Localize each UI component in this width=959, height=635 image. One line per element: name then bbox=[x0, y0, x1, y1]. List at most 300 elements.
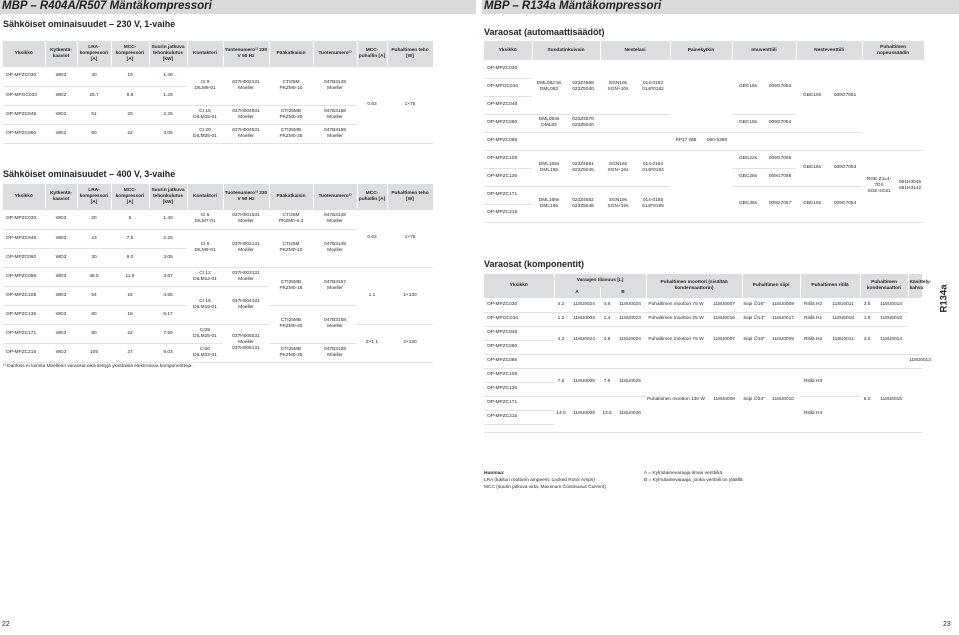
table-cell bbox=[636, 186, 670, 222]
table-cell bbox=[269, 210, 313, 229]
table-cell: WD3 bbox=[45, 343, 77, 362]
cell-line: 014-0184 bbox=[642, 162, 664, 168]
table-cell: 1×75 bbox=[387, 210, 433, 267]
table-cell: 009G7051 bbox=[828, 60, 862, 132]
table-cell: 13.6 bbox=[600, 396, 614, 432]
table-cell bbox=[223, 267, 269, 286]
table-cell: 009G7053 bbox=[828, 150, 862, 186]
table-cell: 80 bbox=[77, 305, 111, 324]
table-cell bbox=[187, 124, 223, 143]
table-cell: OP-MPZC060 bbox=[3, 248, 45, 267]
table-cell bbox=[313, 267, 357, 305]
table-cell: 23 bbox=[77, 229, 111, 248]
cell-line: Moeller bbox=[327, 352, 343, 358]
page-number-left: 22 bbox=[2, 621, 10, 628]
cell-line: PKZM0-20 bbox=[279, 324, 303, 329]
table-cell: 118U0023 bbox=[614, 312, 646, 326]
t1-heading: Sähköiset ominaisuudet – 230 V, 1-vaihe bbox=[3, 19, 176, 29]
cell-line: Moeller bbox=[238, 276, 254, 282]
cell-line: DILM15-01 bbox=[193, 305, 217, 310]
col-header: Pääkatkaisin bbox=[269, 41, 313, 67]
cell-line: CTI25MB bbox=[280, 346, 302, 352]
table-cell bbox=[896, 60, 924, 150]
table-cell bbox=[484, 424, 554, 432]
table-cell: OP-MPZC030 bbox=[484, 298, 554, 312]
table-cell: Ritilä H1 bbox=[800, 312, 826, 326]
cell-line: 037H005531 bbox=[232, 334, 260, 340]
table-cell: 118U0018 bbox=[826, 312, 860, 326]
cell-line: CI 9 bbox=[200, 79, 210, 85]
col-header: Yksikkö bbox=[3, 41, 45, 67]
table-cell bbox=[532, 150, 566, 186]
cell-line: DILM9-01 bbox=[194, 248, 216, 253]
table-cell: 4.2 bbox=[554, 298, 568, 312]
table-cell: 009G7056 bbox=[764, 168, 796, 186]
table-cell: Siipi ∅24" bbox=[742, 368, 766, 432]
cell-line: DILM7-01 bbox=[194, 219, 216, 225]
note-lra: LRA (lukitun roottorin ampeerit, Locked Rotor Amps) bbox=[484, 478, 595, 483]
cell-line: PKZM0-10 bbox=[279, 85, 303, 91]
table-cell bbox=[313, 210, 357, 229]
cell-line: 037H002131 bbox=[232, 242, 260, 248]
cell-line: Moeller bbox=[327, 286, 343, 291]
cell-line: DML083 bbox=[539, 86, 559, 92]
table-cell bbox=[600, 150, 636, 186]
cell-line: DML165s bbox=[538, 162, 560, 168]
table-cell: OP-MPZC086 bbox=[3, 267, 45, 286]
table-cell: 118U0014 bbox=[874, 326, 908, 354]
col-header: LRA-kompressori [A] bbox=[77, 41, 111, 67]
table-header-cell: Imuventtiili bbox=[732, 41, 796, 60]
table-row bbox=[484, 274, 922, 287]
col-header: Puhaltimen teho [W] bbox=[387, 41, 433, 67]
table-cell bbox=[532, 114, 566, 132]
table-cell: 2.25 bbox=[149, 105, 187, 124]
cell-line: CTI25M bbox=[282, 242, 300, 248]
cell-line: Moeller bbox=[238, 219, 254, 225]
table-cell: GBC28s bbox=[732, 168, 764, 186]
table-header-cell: B bbox=[600, 287, 646, 298]
cell-line: SGN+10s bbox=[607, 86, 629, 92]
cell-line: DML83 bbox=[541, 123, 557, 128]
table-cell: OP-MPZC048 bbox=[484, 96, 532, 114]
table-cell: 2×130 bbox=[387, 324, 433, 362]
cell-line: Moeller bbox=[327, 133, 343, 139]
table-cell: 118U0024 bbox=[614, 298, 646, 312]
cell-line: CTI25MB bbox=[280, 280, 302, 286]
cell-line: Moeller bbox=[327, 85, 343, 91]
table-cell bbox=[862, 150, 896, 222]
table-header-cell: Kontaktori bbox=[187, 184, 223, 210]
table-header-cell: Tuotenumero¹⁾ 230 V 50 Hz bbox=[223, 184, 269, 210]
table-row bbox=[3, 324, 433, 343]
col-header: Kytkentä-kaaviot bbox=[45, 41, 77, 67]
notes-heading: Huomaa: bbox=[484, 471, 505, 476]
col-header: Kontaktori bbox=[187, 41, 223, 67]
table-cell bbox=[187, 229, 223, 267]
table-cell: 4.6 bbox=[600, 326, 614, 354]
table-row bbox=[3, 41, 433, 67]
table-cell bbox=[269, 124, 313, 143]
cell-line: 047B3149 bbox=[324, 79, 346, 85]
table-header-cell: Puhaltimen nopeussäädin bbox=[862, 41, 924, 60]
cell-line: CTI25MB bbox=[280, 318, 302, 324]
table-cell: OP-MPZC086 bbox=[484, 132, 532, 150]
table-cell: GBC10s bbox=[796, 60, 828, 132]
table-header-cell: Suodatinkuivain bbox=[532, 41, 600, 60]
table-cell: 060-5396 bbox=[702, 132, 732, 150]
table-header-cell: MCC-puhallin [A] bbox=[357, 184, 387, 210]
table-cell: 2.25 bbox=[149, 229, 187, 248]
table-cell: 118U0009 bbox=[766, 298, 800, 312]
table-row bbox=[3, 267, 433, 286]
table-row bbox=[484, 326, 922, 340]
table-cell: 25.7 bbox=[77, 86, 111, 105]
table-cell: 3.5 bbox=[860, 298, 874, 312]
t4-heading: Varaosat (komponentit) bbox=[484, 259, 585, 269]
table-cell bbox=[313, 124, 357, 143]
cell-line: 037H005131 bbox=[232, 345, 260, 351]
table-row bbox=[484, 312, 922, 326]
table-cell: 4.65 bbox=[149, 286, 187, 305]
cell-line: CTI25MB bbox=[280, 108, 302, 114]
table-cell: WD2 bbox=[45, 105, 77, 124]
table-cell bbox=[670, 60, 702, 132]
cell-line: Moeller bbox=[327, 114, 343, 120]
table-cell: 1.40 bbox=[149, 210, 187, 229]
table-cell: WD3 bbox=[45, 305, 77, 324]
cell-line: 061H3045 bbox=[899, 180, 922, 186]
cell-line: SGN10s bbox=[608, 80, 628, 86]
table-header-cell: Pääkatkaisin bbox=[269, 184, 313, 210]
footnote: ¹⁾ Danfoss ei toimita Moellerin varaosia eikä tiettyjä yksittäisiä elektronisia komponentteja. bbox=[3, 364, 193, 369]
table-cell: 118U0003 bbox=[568, 312, 600, 326]
cell-line: XGE-4C81 bbox=[867, 188, 891, 194]
table-cell bbox=[269, 105, 313, 124]
cell-line: CI 6 bbox=[200, 213, 210, 219]
table-cell: 118U0011 bbox=[826, 298, 860, 312]
table-cell: OP-MPZC030 bbox=[484, 60, 532, 78]
table-row bbox=[3, 210, 433, 229]
table-cell: 118U0024 bbox=[568, 326, 600, 354]
table-cell: 3.5 bbox=[860, 326, 874, 354]
table-cell: GBC35s bbox=[732, 186, 764, 222]
table-cell: WD2 bbox=[45, 67, 77, 86]
table-cell: 1.8 bbox=[860, 312, 874, 326]
table-cell: 7.50 bbox=[149, 324, 187, 343]
table-cell bbox=[896, 150, 924, 222]
cell-line: DML166 bbox=[539, 204, 559, 209]
t3-heading: Varaosat (automaattisäädöt) bbox=[484, 27, 605, 37]
table-cell: Siipi ∅16" bbox=[742, 298, 766, 312]
table-cell: Puhaltimen moottori 75 W bbox=[646, 298, 706, 312]
table-cell: GBC16s bbox=[796, 150, 828, 186]
table-header-cell: Yksikkö bbox=[484, 274, 554, 298]
cell-line: SGN16s bbox=[608, 162, 628, 168]
table-cell: WD3 bbox=[45, 267, 77, 286]
table-cell: 20 bbox=[111, 105, 149, 124]
table-cell: 6.8 bbox=[111, 86, 149, 105]
table-header-cell: Suurin jatkuva tehonkulutus [kW] bbox=[149, 184, 187, 210]
cell-line: SGN19s bbox=[608, 198, 628, 204]
table-cell: GBC18s bbox=[796, 186, 828, 222]
table-cell: OP-MPGC034 bbox=[484, 78, 532, 96]
table-cell: WD2 bbox=[45, 86, 77, 105]
table-cell: 20 bbox=[77, 210, 111, 229]
table-cell: OP-MPZC215 bbox=[484, 410, 554, 424]
table-cell bbox=[223, 124, 269, 143]
col-header: Tuntenumero¹⁾ 230 V 50 Hz bbox=[223, 41, 269, 67]
table-cell: 5 bbox=[111, 210, 149, 229]
table-cell: OP-MPZC060 bbox=[3, 124, 45, 143]
cell-line: DILM25-01 bbox=[193, 133, 217, 139]
table-cell: 118U0025 bbox=[614, 368, 646, 396]
cell-line: CI 15 bbox=[199, 108, 211, 114]
table-cell bbox=[187, 286, 223, 324]
cell-line: 037H004131 bbox=[232, 299, 260, 305]
table-cell bbox=[826, 368, 860, 396]
table-cell bbox=[600, 60, 636, 114]
table-cell: Siipi ∅16" bbox=[742, 326, 766, 354]
table-cell bbox=[269, 229, 313, 267]
cell-line: 023Z5046 bbox=[572, 204, 594, 209]
table-cell: GBC22s bbox=[732, 150, 764, 168]
table-cell bbox=[532, 186, 566, 222]
table-cell bbox=[636, 150, 670, 186]
table-cell: 7.6 bbox=[600, 368, 614, 396]
table-cell: 19 bbox=[111, 305, 149, 324]
table-cell: 009G7057 bbox=[764, 186, 796, 222]
cell-line: SGN+16s bbox=[607, 168, 629, 173]
table-cell: OP-MPGC034 bbox=[484, 312, 554, 326]
table-cell bbox=[566, 60, 600, 114]
cell-line: 023Z5040 bbox=[572, 86, 594, 92]
cell-line: 023Z4568 bbox=[572, 80, 594, 86]
table-row bbox=[484, 132, 924, 150]
table-cell: 1.1 bbox=[357, 267, 387, 324]
table-cell: OP-MPZC171 bbox=[484, 396, 554, 410]
table-cell bbox=[313, 305, 357, 343]
table-cell bbox=[269, 267, 313, 305]
table-cell bbox=[702, 60, 732, 132]
cell-line: 047B3157 bbox=[324, 280, 346, 286]
table-cell: 118U0026 bbox=[614, 396, 646, 432]
cell-line: 014-0185 bbox=[642, 198, 664, 204]
table-cell: 10 bbox=[111, 67, 149, 86]
table-cell: 11.5 bbox=[111, 267, 149, 286]
table-cell: OP-MPZC215 bbox=[3, 343, 45, 362]
right-page-title: MBP – R134a Mäntäkompressori bbox=[484, 0, 662, 12]
table-cell: 51 bbox=[77, 105, 111, 124]
table-header-cell: Yksikkö bbox=[484, 41, 532, 60]
cell-line: 047B3158 bbox=[324, 108, 346, 114]
table-cell: 118U0017 bbox=[766, 312, 800, 326]
cell-line: 047B3158 bbox=[324, 318, 346, 324]
cell-line: DML165 bbox=[539, 168, 559, 173]
cell-line: Moeller bbox=[238, 114, 254, 120]
table-cell bbox=[223, 67, 269, 105]
table-cell: 9.03 bbox=[149, 343, 187, 362]
note-a: A = Kylmäainevaraaja ilman venttiiliä bbox=[644, 471, 722, 476]
table-cell: 118U0019 bbox=[874, 312, 908, 326]
table-cell bbox=[566, 150, 600, 186]
cell-line: CTI25M bbox=[282, 79, 300, 85]
cell-line: DILM15-01 bbox=[193, 114, 217, 120]
table-cell: OP-MPZC048 bbox=[3, 229, 45, 248]
cell-line: Moeller bbox=[238, 305, 254, 310]
table-cell: 9.0 bbox=[111, 248, 149, 267]
table-cell: 4.6 bbox=[600, 298, 614, 312]
table-cell: Ritilä H3 bbox=[800, 368, 826, 396]
cell-line: DML082.5s bbox=[536, 80, 562, 86]
table-cell: 0.63 bbox=[357, 67, 387, 143]
cell-line: 023Z4582 bbox=[572, 198, 594, 204]
table-cell: WD3 bbox=[45, 210, 77, 229]
cell-line: 037H004531 bbox=[232, 127, 260, 133]
table-cell: Puhaltimen moottori 130 W bbox=[646, 368, 706, 432]
table-cell: 60 bbox=[77, 124, 111, 143]
table-cell: OP-MPZC030 bbox=[3, 210, 45, 229]
table-row bbox=[484, 60, 924, 78]
table-automation-parts bbox=[484, 41, 925, 223]
cell-line: PKZM0-25 bbox=[279, 133, 303, 139]
table-cell: 118U0010 bbox=[766, 368, 800, 432]
table-cell: 6.0 bbox=[860, 368, 874, 432]
t2-heading: Sähköiset ominaisuudet – 400 V, 3-vaihe bbox=[3, 169, 176, 179]
table-cell bbox=[566, 114, 600, 132]
table-row bbox=[484, 41, 924, 60]
table-cell: 1.29 bbox=[149, 86, 187, 105]
table-cell: 3.67 bbox=[149, 267, 187, 286]
table-230v bbox=[3, 41, 434, 144]
table-header-cell: Puhaltimen siipi bbox=[742, 274, 800, 298]
cell-line: DML166s bbox=[538, 198, 560, 204]
table-row bbox=[3, 184, 433, 210]
table-cell: OP-MPZC048 bbox=[484, 326, 554, 340]
table-cell bbox=[908, 298, 922, 354]
cell-line: 037H004931 bbox=[232, 108, 260, 114]
cell-line: Moeller bbox=[238, 133, 254, 139]
table-cell: OP-MPZC171 bbox=[484, 186, 532, 204]
table-cell bbox=[532, 60, 566, 114]
table-400v bbox=[3, 184, 434, 363]
table-cell: 1.2 bbox=[554, 312, 568, 326]
table-cell bbox=[600, 132, 636, 150]
table-cell: 009G7055 bbox=[764, 150, 796, 168]
cell-line: 023Z4581 bbox=[572, 162, 594, 168]
table-header-cell: Nesteventtiili bbox=[796, 41, 862, 60]
cell-line: Moeller bbox=[238, 248, 254, 253]
cell-line: CI30 bbox=[199, 346, 211, 352]
table-cell: 009G7054 bbox=[764, 114, 796, 132]
table-header-cell: Puhaltimen ritilä bbox=[800, 274, 860, 298]
table-row bbox=[484, 150, 924, 168]
cell-line: 023Z5045 bbox=[572, 168, 594, 173]
table-cell: OP-MPZC048 bbox=[3, 105, 45, 124]
cell-line: 047B3149 bbox=[324, 242, 346, 248]
table-cell: 118U0014 bbox=[874, 298, 908, 312]
cell-line: 047B3148 bbox=[324, 213, 346, 219]
cell-line: Moeller bbox=[327, 324, 343, 329]
table-cell: KP17 WB bbox=[670, 132, 702, 150]
table-header-cell: Kytkentä-kaaviot bbox=[45, 184, 77, 210]
table-cell: 118U0011 bbox=[826, 326, 860, 354]
table-component-parts bbox=[484, 274, 932, 433]
table-header-cell: Käsittely-kahva bbox=[908, 274, 922, 298]
table-cell bbox=[636, 132, 670, 150]
table-cell bbox=[764, 132, 796, 150]
cell-line: Moeller bbox=[238, 340, 254, 345]
cell-line: RGE-Z1L4-7DS bbox=[866, 177, 892, 188]
table-header-cell: Puhaltimen kondensaattori bbox=[860, 274, 908, 298]
table-cell: 4.2 bbox=[554, 326, 568, 354]
table-cell: Puhaltimen moottori 25 W bbox=[646, 312, 706, 326]
cell-line: DILM12-01 bbox=[193, 276, 217, 282]
table-cell: 6.17 bbox=[149, 305, 187, 324]
note-mcc: MCC (suurin jatkuva virta, Maximum Continuous Current) bbox=[484, 485, 606, 490]
table-header-cell: Puhaltimen teho [W] bbox=[387, 184, 433, 210]
cell-line: DILM25-01 bbox=[193, 333, 217, 339]
cell-line: PKZM0-16 bbox=[279, 286, 303, 291]
table-cell bbox=[223, 210, 269, 229]
table-cell: GBC18s bbox=[732, 114, 764, 132]
table-cell: 1.40 bbox=[149, 67, 187, 86]
cell-line: 014F0182 bbox=[642, 86, 664, 92]
table-cell: 3.05 bbox=[149, 124, 187, 143]
table-cell: Puhaltimen moottori 75 W bbox=[646, 326, 706, 354]
table-cell: 48.5 bbox=[77, 267, 111, 286]
table-cell: 118U0024 bbox=[568, 298, 600, 312]
cell-line: 047B3159 bbox=[324, 127, 346, 133]
table-header-cell: Tuotenumero¹⁾ bbox=[313, 184, 357, 210]
table-cell: WD3 bbox=[45, 229, 77, 248]
table-header-cell: Varaajen tilavuus [L] bbox=[554, 274, 646, 287]
table-header-cell: Painekytkin bbox=[670, 41, 732, 60]
table-cell: 1×130 bbox=[387, 267, 433, 324]
table-cell bbox=[732, 132, 764, 150]
cell-line: Moeller bbox=[327, 248, 343, 253]
table-cell: Ritilä H2 bbox=[800, 298, 826, 312]
table-cell: OP-MPZC108 bbox=[3, 286, 45, 305]
table-cell: Ritilä H2 bbox=[800, 326, 826, 354]
table-cell: 118U0009 bbox=[766, 326, 800, 354]
table-cell bbox=[862, 60, 896, 150]
table-cell bbox=[223, 229, 269, 267]
table-cell bbox=[187, 105, 223, 124]
cell-line: CI 16 bbox=[199, 299, 211, 305]
table-cell bbox=[828, 132, 862, 150]
table-cell: OP-MPZC086 bbox=[484, 354, 554, 368]
cell-line: PKZM0-10 bbox=[279, 248, 303, 253]
table-cell: 009G7054 bbox=[828, 186, 862, 222]
table-cell: 118U0016 bbox=[706, 312, 742, 326]
cell-line: DILM9-01 bbox=[194, 85, 216, 91]
table-cell: OP-MPZC136 bbox=[484, 382, 554, 396]
table-cell: WD2 bbox=[45, 124, 77, 143]
table-cell bbox=[600, 114, 636, 132]
table-cell: 118U0007 bbox=[706, 298, 742, 312]
cell-line: CI25 bbox=[199, 327, 211, 333]
table-cell: OP-MPZC215 bbox=[484, 204, 532, 222]
table-cell bbox=[269, 305, 313, 343]
table-cell: 3.05 bbox=[149, 248, 187, 267]
cell-line: PKZM0-20 bbox=[279, 114, 303, 120]
table-cell: WD3 bbox=[45, 248, 77, 267]
table-cell: Ritilä H4 bbox=[800, 396, 826, 432]
cell-line: CTI25MB bbox=[280, 127, 302, 133]
table-cell: 009G7053 bbox=[764, 60, 796, 114]
table-header-cell: A bbox=[554, 287, 600, 298]
